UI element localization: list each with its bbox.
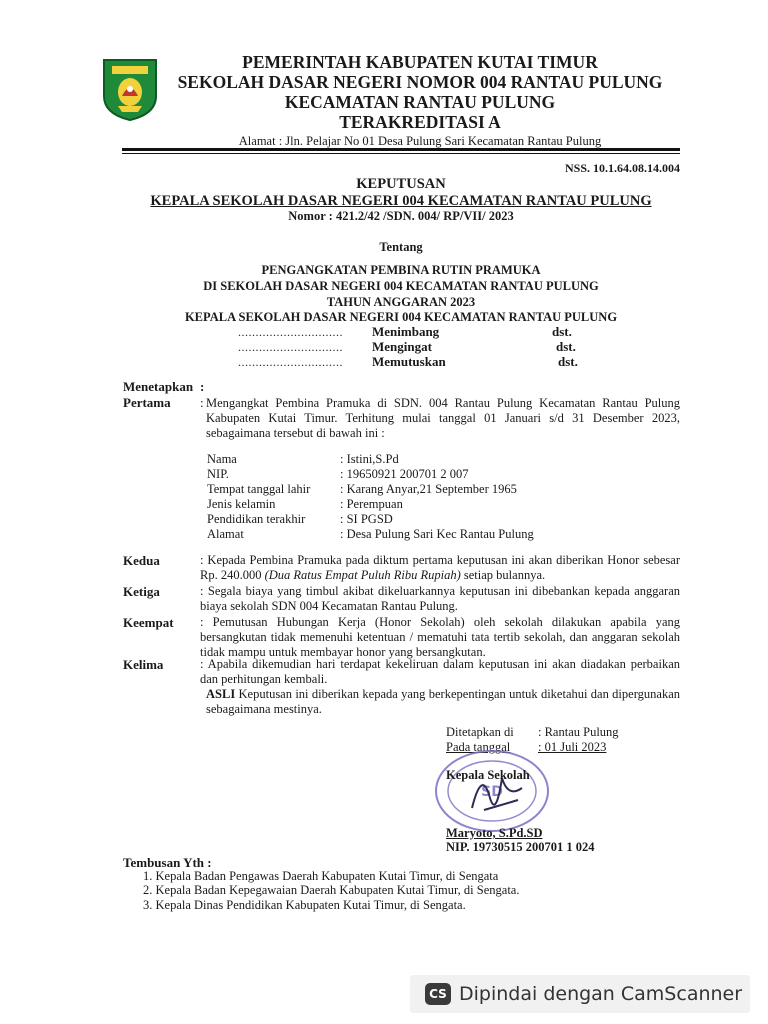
signatory-name: Maryoto, S.Pd.SD (446, 826, 543, 840)
kedua-text-end: setiap bulannya. (460, 568, 546, 582)
regency-emblem-icon (100, 56, 160, 122)
header-accreditation: TERAKREDITASI A (339, 112, 501, 132)
consideration-dst: dst. (552, 324, 572, 339)
detail-label: NIP. (207, 467, 229, 481)
detail-value: : Perempuan (340, 497, 403, 511)
asli-note (206, 687, 680, 717)
subject-line-4: KEPALA SEKOLAH DASAR NEGERI 004 KECAMATAN RANTAU PULUNG (184, 310, 618, 324)
kelima-text: : Apabila dikemudian hari terdapat kekeliruan dalam keputusan ini akan diadakan perbaikan dan perhitungan kembali. (200, 657, 680, 686)
ketiga-label: Ketiga (123, 584, 160, 599)
consideration-label: Memutuskan (372, 354, 446, 369)
svg-text:SD: SD (481, 784, 503, 800)
camscanner-text: Dipindai dengan CamScanner (459, 983, 743, 1005)
detail-value: : Karang Anyar,21 September 1965 (340, 482, 517, 496)
consideration-label: Menimbang (372, 324, 440, 339)
detail-value: : 19650921 200701 2 007 (340, 467, 469, 481)
menetapkan-colon: : (200, 379, 205, 394)
tanggal-value: : 01 Juli 2023 (538, 740, 607, 754)
subject-line-1: PENGANGKATAN PEMBINA RUTIN PRAMUKA (261, 263, 541, 277)
header-government: PEMERINTAH KABUPATEN KUTAI TIMUR (242, 52, 598, 72)
asli-bold: ASLI (206, 687, 236, 701)
kedua-amount-words: (Dua Ratus Empat Puluh Ribu Rupiah) (264, 568, 461, 582)
pertama-label: Pertama (123, 395, 171, 410)
detail-label: Nama (207, 452, 237, 466)
kedua-text-main: : Kepada Pembina Pramuka pada diktum pertama keputusan ini akan diberikan Honor sebesar Rp. 240.000 (200, 553, 680, 582)
ditetapkan-value: : Rantau Pulung (538, 725, 619, 739)
decree-about: Tentang (379, 240, 423, 254)
consideration-dots: .............................. (238, 355, 343, 369)
detail-value: : SI PGSD (340, 512, 393, 526)
detail-label: Jenis kelamin (207, 497, 276, 511)
detail-label: Tempat tanggal lahir (207, 482, 311, 496)
tembusan-title: Tembusan Yth : (123, 855, 212, 870)
decree-number: Nomor : 421.2/42 /SDN. 004/ RP/VII/ 2023 (288, 209, 514, 223)
detail-value: : Desa Pulung Sari Kec Rantau Pulung (340, 527, 534, 541)
signatory-role: Kepala Sekolah (446, 768, 530, 782)
kedua-label: Kedua (123, 553, 160, 568)
pertama-colon: : (200, 395, 204, 410)
consideration-dst: dst. (558, 354, 578, 369)
header-address: Alamat : Jln. Pelajar No 01 Desa Pulung Sari Kecamatan Rantau Pulung (238, 134, 602, 148)
decree-issuer: KEPALA SEKOLAH DASAR NEGERI 004 KECAMATAN RANTAU PULUNG (150, 193, 652, 209)
kelima-label: Kelima (123, 657, 164, 672)
header-divider-thin (122, 153, 680, 154)
tembusan-item: 1. Kepala Badan Pengawas Daerah Kabupaten Kutai Timur, di Sengata (143, 869, 499, 883)
ketiga-text: : Segala biaya yang timbul akibat dikeluarkannya keputusan ini dibebankan kepada anggaran biaya sekolah SDN 004 Kecamatan Rantau Pulung. (200, 584, 680, 613)
asli-text: Keputusan ini diberikan kepada yang berkepentingan untuk diketahui dan dipergunakan sebagaimana mestinya. (206, 687, 680, 716)
subject-line-3: TAHUN ANGGARAN 2023 (326, 295, 476, 309)
camscanner-logo-icon: CS (425, 983, 451, 1005)
consideration-label: Mengingat (372, 339, 432, 354)
detail-label: Pendidikan terakhir (207, 512, 306, 526)
nss-number: NSS. 10.1.64.08.14.004 (564, 161, 680, 175)
tembusan-item: 3. Kepala Dinas Pendidikan Kabupaten Kutai Timur, di Sengata. (143, 898, 466, 912)
header-school: SEKOLAH DASAR NEGERI NOMOR 004 RANTAU PULUNG (177, 72, 663, 92)
consideration-dots: .............................. (238, 340, 343, 354)
subject-line-2: DI SEKOLAH DASAR NEGERI 004 KECAMATAN RANTAU PULUNG (203, 279, 599, 293)
consideration-dst: dst. (556, 339, 576, 354)
header-divider-thick (122, 148, 680, 151)
detail-label: Alamat (207, 527, 244, 541)
signatory-nip: NIP. 19730515 200701 1 024 (446, 840, 595, 854)
menetapkan-label: Menetapkan (123, 379, 194, 394)
pertama-text: Mengangkat Pembina Pramuka di SDN. 004 Rantau Pulung Kecamatan Rantau Pulung Kabupaten Kutai Timur. Terhitung mulai tanggal 01 Januari s/d 31 Desember 2023, sebagaimana tersebut di bawah ini : (206, 396, 680, 440)
tanggal-label: Pada tanggal (446, 740, 511, 754)
school-stamp-icon (432, 748, 552, 834)
keempat-label: Keempat (123, 615, 174, 630)
header-district: KECAMATAN RANTAU PULUNG (284, 92, 556, 112)
decree-heading: KEPUTUSAN (356, 176, 446, 192)
ditetapkan-label: Ditetapkan di (446, 725, 514, 739)
tembusan-item: 2. Kepala Badan Kepegawaian Daerah Kabupaten Kutai Timur, di Sengata. (143, 883, 520, 897)
keempat-text: : Pemutusan Hubungan Kerja (Honor Sekolah) oleh sekolah dilakukan apabila yang bersangkutan tidak memenuhi ketentuan / mematuhi tata tertib sekolah, dan anggaran sekolah tidak mampu untuk membayar honor yang bersangkutan. (200, 615, 680, 659)
detail-value: : Istini,S.Pd (340, 452, 399, 466)
consideration-dots: .............................. (238, 325, 343, 339)
kedua-text (200, 553, 680, 583)
